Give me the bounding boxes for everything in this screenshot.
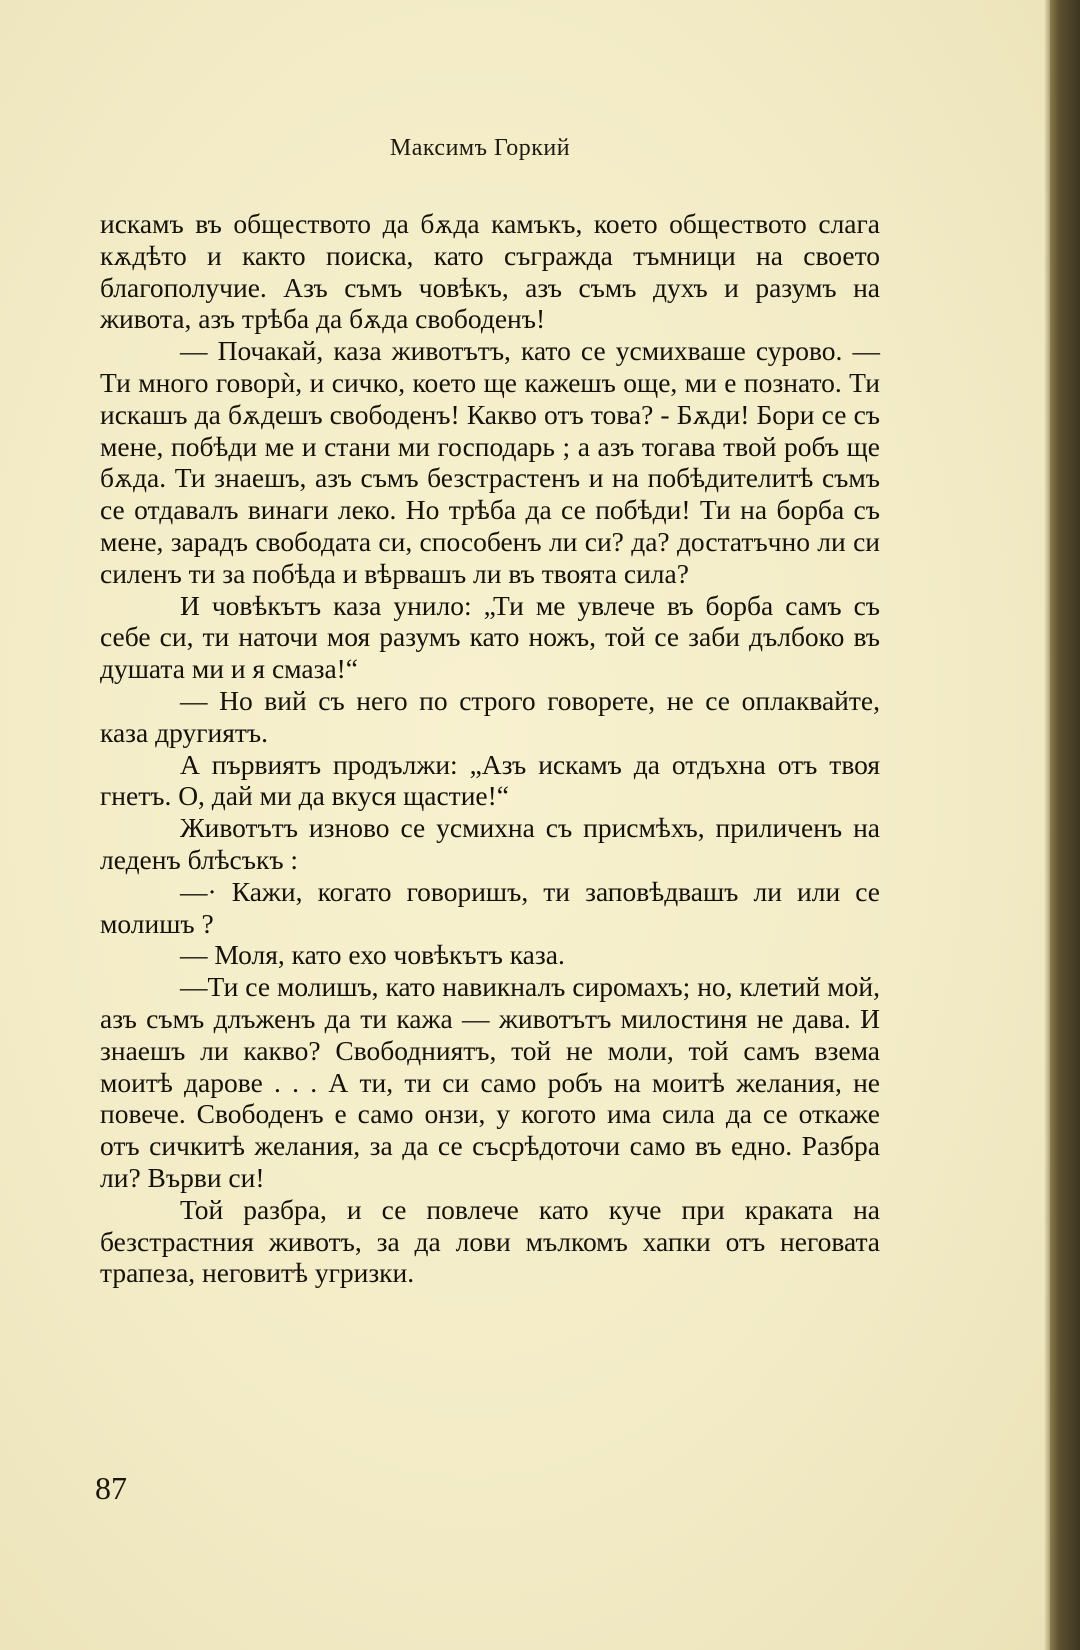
book-spine <box>1050 0 1080 1650</box>
paragraph-8: — Моля, като ехо човѣкътъ каза. <box>180 939 565 971</box>
paragraph-9: —Ти се молишъ, като навикналъ сиромахъ; но, клетий мой, азъ съмъ длъженъ да ти кажа — животътъ милостиня не дава. И знаешъ ли какво? Свободниятъ, той не моли, той самъ взема моитѣ дарове . . . А ти, ти си само робъ на моитѣ желания, не повече. Свободенъ е само онзи, у когото има сила да се откаже отъ сичкитѣ желания, за да се съсрѣдоточи само въ едно. Разбра ли? Върви си! <box>100 971 880 1193</box>
running-header: Максимъ Горкий <box>389 135 571 161</box>
paragraph-5: А първиятъ продължи: „Азъ искамъ да отдъхна отъ твоя гнетъ. О, дай ми да вкуся щастие!“ <box>100 748 880 812</box>
paragraph-4: — Но вий съ него по строго говорете, не се оплаквайте, каза другиятъ. <box>100 684 880 748</box>
paragraph-1: искамъ въ обществото да бѫда камъкъ, което обществото слага кѫдѣто и както поиска, като съгражда тъмници на своето благополучие. Азъ съмъ човѣкъ, азъ съмъ духъ и разумъ на живота, азъ трѣба да бѫда свободенъ! <box>100 208 880 335</box>
paragraph-6: Животътъ изново се усмихна съ присмѣхъ, приличенъ на леденъ блѣсъкъ : <box>100 812 880 875</box>
paragraph-2: — Почакай, каза животътъ, като се усмихваше сурово. — Ти много говорѝ, и сичко, което ще кажешъ още, ми е познато. Ти искашъ да бѫдешъ свободенъ! Какво отъ това? - Бѫди! Бори се съ мене, побѣди ме и стани ми господарь ; а азъ тогава твой робъ ще бѫда. Ти знаешъ, азъ съмъ безстрастенъ и на побѣдителитѣ съмъ се отдавалъ винаги леко. Но трѣба да се побѣди! Ти на борба съ мене, зарадъ свободата си, способенъ ли си? да? достатъчно ли си силенъ ти за побѣда и вѣрвашъ ли въ твоята сила? <box>100 335 880 589</box>
paragraph-10: Той разбра, и се повлече като куче при краката на безстрастния животъ, за да лови мълкомъ хапки отъ неговата трапеза, неговитѣ угризки. <box>100 1193 880 1289</box>
paragraph-3: И човѣкътъ каза унило: „Ти ме увлече въ борба самъ съ себе си, ти наточи моя разумъ като ножъ, той се заби дълбоко въ душата ми и я смаза!“ <box>100 589 880 685</box>
paragraph-7: —· Кажи, когато говоришъ, ти заповѣдвашъ ли или се молишъ ? <box>100 875 880 939</box>
body-text <box>100 208 880 1289</box>
page-number: 87 <box>95 1470 127 1506</box>
